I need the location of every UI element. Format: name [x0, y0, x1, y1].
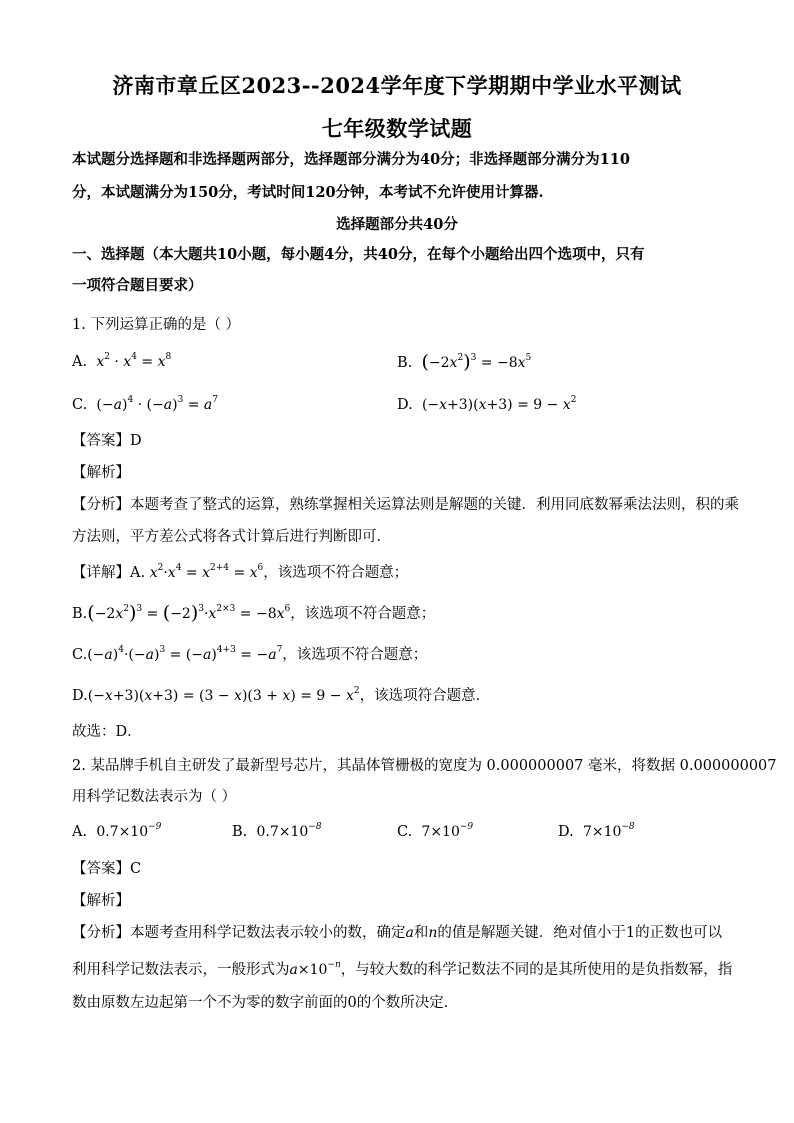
option-label: A.: [72, 354, 88, 370]
detail-tag: 【详解】A.: [72, 565, 150, 581]
option-exponent: −9: [148, 822, 162, 832]
option-formula: $x^2 \cdot x^4 = x^8$: [96, 352, 172, 370]
intro-line-2: 分，本试题满分为150分，考试时间120分钟，本考试不允许使用计算器.: [72, 184, 544, 201]
q2-analysis-tag: 【解析】: [72, 893, 130, 909]
q2-option-b: [232, 822, 322, 842]
q1-analysis-tag: 【解析】: [72, 465, 130, 481]
intro-line-1: 本试题分选择题和非选择题两部分，选择题部分满分为40分；非选择题部分满分为110: [72, 151, 630, 168]
option-mantissa: 7×10: [582, 824, 622, 840]
text-segment: 【分析】本题考查用科学记数法表示较小的数，确定: [72, 925, 406, 941]
answer-value: D: [130, 433, 142, 449]
option-mantissa: 0.7×10: [256, 824, 309, 840]
option-label: B.: [397, 355, 413, 371]
q1-stem: 1. 下列运算正确的是（ ）: [72, 317, 241, 333]
q2-option-a: [72, 822, 161, 842]
section-instruction-2: 一项符合题目要求）: [72, 277, 203, 294]
q1-option-a: [72, 352, 171, 372]
q1-detail-d: [72, 686, 490, 706]
answer-tag: 【答案】: [72, 861, 130, 877]
answer-value: C: [130, 861, 142, 877]
q1-option-c: [72, 395, 218, 415]
section-instruction-1: 一、选择题（本大题共10小题，每小题4分，共40分，在每个小题给出四个选项中，只有: [72, 246, 645, 263]
text-segment: 的值是解题关键．绝对值小于1的正数也可以: [437, 925, 723, 941]
q2-option-d: [558, 822, 635, 842]
symbol-a: a: [405, 925, 414, 941]
q1-detail-b: [72, 603, 435, 624]
q1-detail-a: [72, 563, 408, 583]
detail-formula: $(-x+3)(x+3) = (3 - x)(3 + x) = 9 - x^2$: [87, 686, 360, 704]
q2-stem-line-1: 2. 某品牌手机自主研发了最新型号芯片，其晶体管栅极的宽度为 0.000000007 毫米，将数据 0.000000007: [72, 758, 777, 774]
detail-formula: $(-a)^4\cdot(-a)^3 = (-a)^{4+3} = -a^7$: [87, 645, 283, 663]
detail-formula: $(-2x^2)^3 = (-2)^3\cdot x^{2\times 3} = -8x^6$: [87, 602, 291, 624]
option-label: A.: [72, 824, 88, 840]
option-exponent: −9: [459, 822, 474, 832]
general-form-formula: $a\times 10^{-n}$: [289, 960, 341, 978]
text-segment: 和: [413, 925, 429, 941]
option-formula: $(-2x^2)^3 = -8x^5$: [421, 351, 532, 373]
q1-option-b: [397, 352, 531, 373]
option-mantissa: 7×10: [421, 824, 460, 840]
detail-formula: $x^2\cdot x^4 = x^{2+4} = x^6$: [149, 563, 264, 581]
text-segment: ，与较大数的科学记数法不同的是其所使用的是负指数幂，指: [340, 962, 733, 978]
option-exponent: −8: [308, 822, 322, 832]
page-subtitle: 七年级数学试题: [321, 116, 473, 141]
answer-tag: 【答案】: [72, 433, 130, 449]
q2-stem-line-2: 用科学记数法表示为（ ）: [72, 789, 237, 805]
q1-detail-c: [72, 645, 427, 665]
detail-verdict: ，该选项符合题意．: [359, 688, 491, 704]
section-heading: 选择题部分共40分: [336, 216, 458, 233]
text-segment: 利用科学记数法表示，一般形式为: [72, 962, 290, 978]
q1-fenxi-line-1: 【分析】本题考查了整式的运算，熟练掌握相关运算法则是解题的关键．利用同底数幂乘法法则，积的乘: [72, 497, 739, 513]
symbol-n: n: [428, 925, 438, 941]
detail-prefix: D.: [72, 688, 88, 704]
option-label: D.: [397, 397, 413, 413]
q1-option-d: [397, 395, 576, 415]
q2-fenxi-line-3: 数由原数左边起第一个不为零的数字前面的0的个数所决定.: [72, 995, 449, 1011]
detail-verdict: ，该选项不符合题意；: [263, 565, 409, 581]
q2-answer: [72, 859, 141, 879]
detail-prefix: B.: [72, 606, 88, 622]
option-label: C.: [397, 824, 413, 840]
option-label: D.: [558, 824, 574, 840]
option-label: B.: [232, 824, 248, 840]
q2-fenxi-line-2: [72, 960, 732, 980]
option-exponent: −8: [621, 822, 635, 832]
q1-answer: [72, 431, 142, 451]
option-label: C.: [72, 397, 88, 413]
q2-fenxi-line-1: [72, 923, 722, 943]
option-formula: $(-a)^4 \cdot (-a)^3 = a^7$: [96, 395, 219, 413]
q2-option-c: [397, 822, 473, 842]
page-title: 济南市章丘区2023--2024学年度下学期期中学业水平测试: [112, 73, 682, 98]
q1-fenxi-line-2: 方法则，平方差公式将各式计算后进行判断即可．: [72, 529, 391, 545]
detail-verdict: ，该选项不符合题意；: [282, 647, 428, 663]
detail-verdict: ，该选项不符合题意；: [290, 606, 436, 622]
q1-conclusion: 故选：D．: [72, 724, 142, 740]
option-mantissa: 0.7×10: [96, 824, 149, 840]
detail-prefix: C.: [72, 647, 88, 663]
option-formula: $(-x+3)(x+3) = 9 - x^2$: [421, 395, 577, 413]
